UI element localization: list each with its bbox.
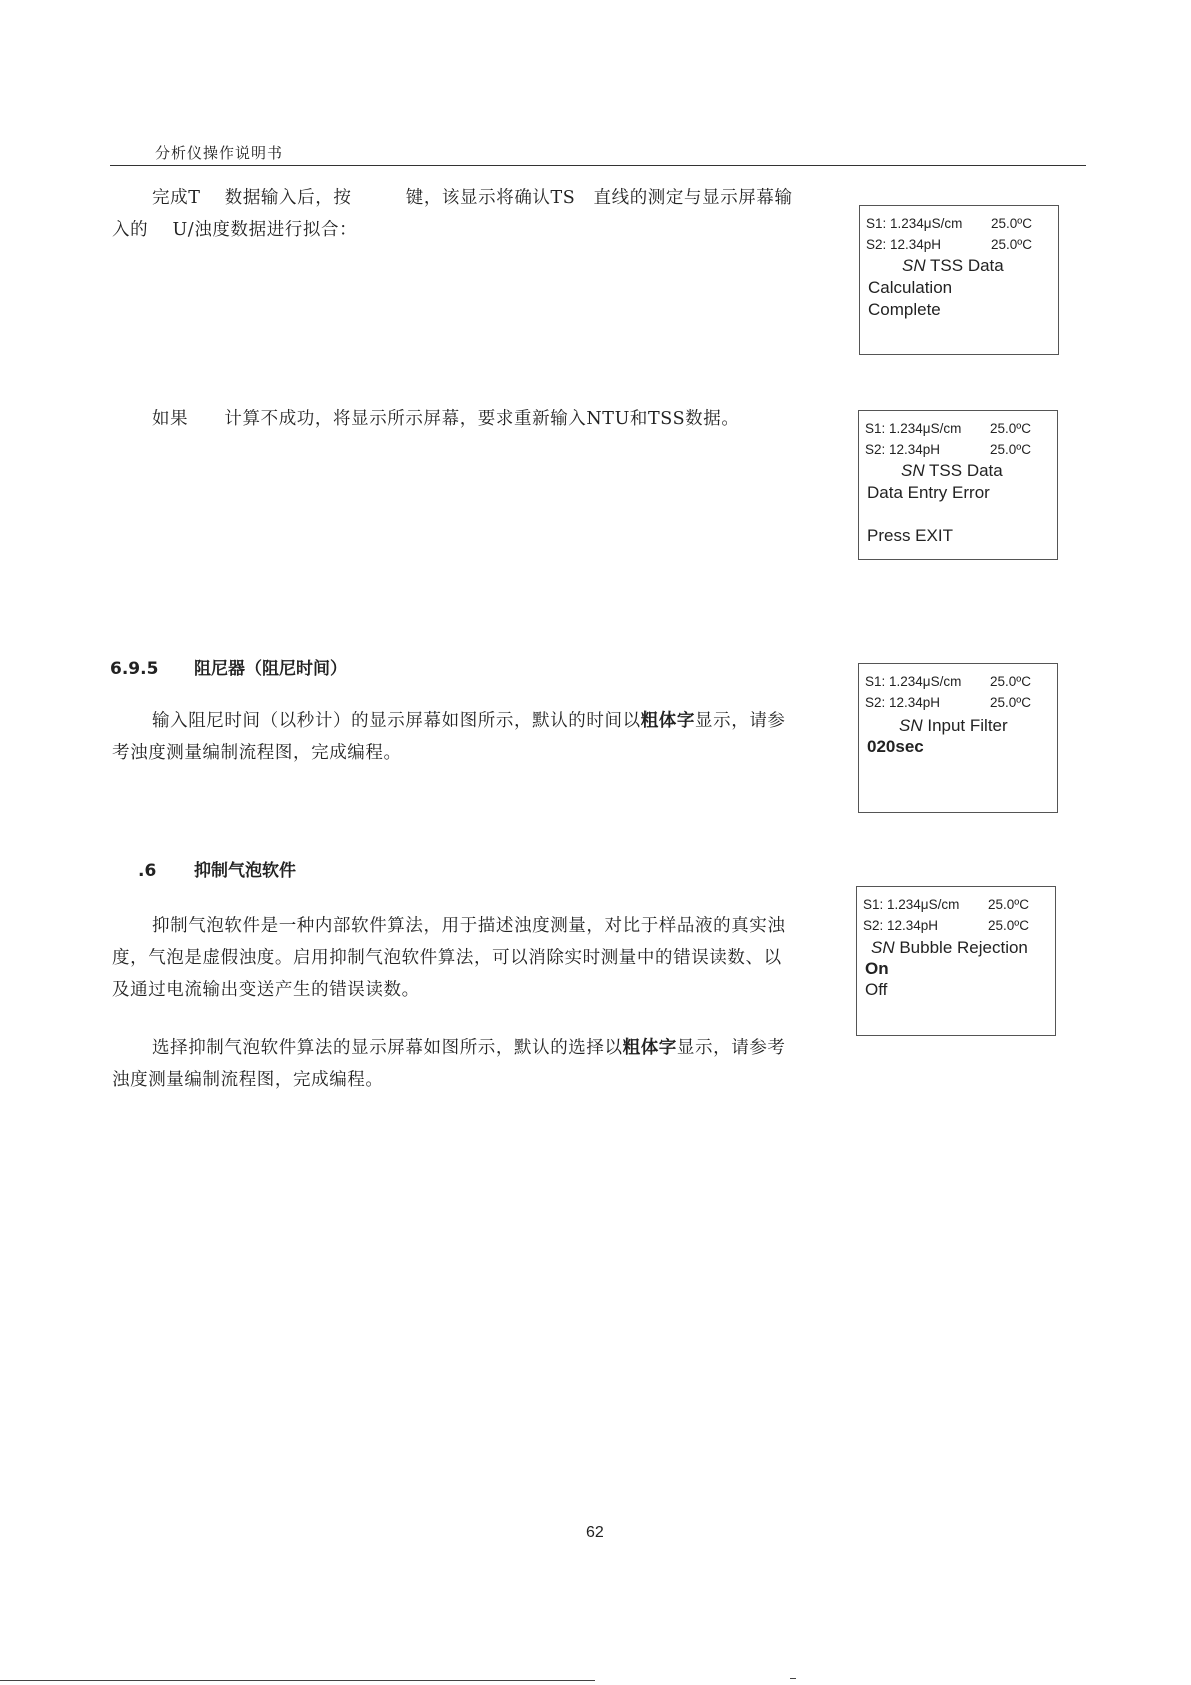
lcd-s1-reading: S1: 1.234μS/cm	[865, 674, 962, 689]
section-heading-6-9-5	[110, 654, 347, 679]
paragraph-1-line-1: 完成T 数据输入后，按 键，该显示将确认TS 直线的测定与显示屏幕输	[152, 188, 793, 208]
lcd-title-text: Input Filter	[922, 716, 1008, 735]
lcd-s2-line	[866, 237, 1032, 252]
lcd-s2-reading: S2: 12.34pH	[863, 918, 939, 933]
lcd-title-prefix: SN	[871, 938, 895, 957]
section-number: 6.9.5	[110, 659, 159, 679]
lcd-s2-line	[865, 695, 1031, 710]
section-number: .6	[138, 861, 157, 881]
lcd-s2-temperature: 25.0ºC	[990, 695, 1031, 710]
bold-emphasis: 粗体字	[640, 711, 696, 731]
lcd-display-input-filter	[858, 663, 1058, 813]
lcd-s1-temperature: 25.0ºC	[991, 216, 1032, 231]
footer-mark	[790, 1678, 796, 1679]
lcd-s1-reading: S1: 1.234μS/cm	[866, 216, 963, 231]
lcd-display-tss-calculation-complete	[859, 205, 1059, 355]
lcd-s2-line	[863, 918, 1029, 933]
lcd-title-text: Bubble Rejection	[894, 938, 1028, 957]
lcd-s2-reading: S2: 12.34pH	[865, 695, 941, 710]
lcd-line-3: Data Entry Error	[867, 483, 990, 502]
lcd-title-text: TSS Data	[924, 461, 1003, 480]
section-heading-6	[138, 856, 296, 881]
section-title: 阻尼器（阻尼时间）	[194, 659, 347, 679]
lcd-s2-reading: S2: 12.34pH	[865, 442, 941, 457]
bold-emphasis: 粗体字	[622, 1038, 677, 1058]
page-number: 62	[586, 1524, 604, 1541]
lcd-display-tss-data-entry-error	[858, 410, 1058, 560]
lcd-s2-temperature: 25.0ºC	[990, 442, 1031, 457]
lcd-line-5: Press EXIT	[867, 526, 953, 545]
header-divider	[110, 165, 1086, 166]
lcd-option-on-default: On	[865, 959, 889, 978]
lcd-title-prefix: SN	[901, 461, 925, 480]
paragraph-4-line-2: 度，气泡是虚假浊度。启用抑制气泡软件算法，可以消除实时测量中的错误读数、以	[112, 948, 782, 968]
lcd-s1-line	[865, 674, 1031, 689]
lcd-title	[902, 256, 1004, 276]
lcd-option-off: Off	[865, 980, 888, 999]
paragraph-4-line-3: 及通过电流输出变送产生的错误读数。	[112, 980, 420, 1000]
lcd-line-3-default-value: 020sec	[867, 737, 924, 756]
lcd-s2-line	[865, 442, 1031, 457]
lcd-display-bubble-rejection	[856, 886, 1056, 1036]
paragraph-3-line-1: 输入阻尼时间（以秒计）的显示屏幕如图所示，默认的时间以粗体字显示，请参	[152, 711, 786, 731]
lcd-title-prefix: SN	[902, 256, 926, 275]
lcd-title	[901, 461, 1003, 481]
lcd-title-prefix: SN	[899, 716, 923, 735]
lcd-s1-reading: S1: 1.234μS/cm	[863, 897, 960, 912]
paragraph-3-line-2: 考浊度测量编制流程图，完成编程。	[112, 743, 402, 763]
lcd-title	[871, 938, 1028, 958]
paragraph-4-line-1: 抑制气泡软件是一种内部软件算法，用于描述浊度测量，对比于样品液的真实浊	[152, 916, 786, 936]
footer-divider	[0, 1680, 595, 1681]
lcd-s1-temperature: 25.0ºC	[988, 897, 1029, 912]
lcd-title	[899, 716, 1008, 736]
lcd-line-4: Complete	[868, 300, 941, 319]
lcd-s2-temperature: 25.0ºC	[988, 918, 1029, 933]
lcd-s1-line	[863, 897, 1029, 912]
lcd-s2-reading: S2: 12.34pH	[866, 237, 942, 252]
lcd-s1-reading: S1: 1.234μS/cm	[865, 421, 962, 436]
paragraph-5-line-1: 选择抑制气泡软件算法的显示屏幕如图所示，默认的选择以粗体字显示，请参考	[152, 1038, 786, 1058]
paragraph-1-line-2: 入的 U/浊度数据进行拟合：	[112, 220, 358, 240]
paragraph-2-line-1: 如果 计算不成功，将显示所示屏幕，要求重新输入NTU和TSS数据。	[152, 409, 740, 429]
section-title: 抑制气泡软件	[194, 861, 296, 881]
lcd-line-3: Calculation	[868, 278, 953, 297]
paragraph-5-line-2: 浊度测量编制流程图，完成编程。	[112, 1070, 384, 1090]
lcd-s1-line	[866, 216, 1032, 231]
lcd-s2-temperature: 25.0ºC	[991, 237, 1032, 252]
lcd-s1-temperature: 25.0ºC	[990, 674, 1031, 689]
lcd-s1-temperature: 25.0ºC	[990, 421, 1031, 436]
lcd-title-text: TSS Data	[925, 256, 1004, 275]
document-header-title: 分析仪操作说明书	[155, 144, 284, 162]
lcd-s1-line	[865, 421, 1031, 436]
